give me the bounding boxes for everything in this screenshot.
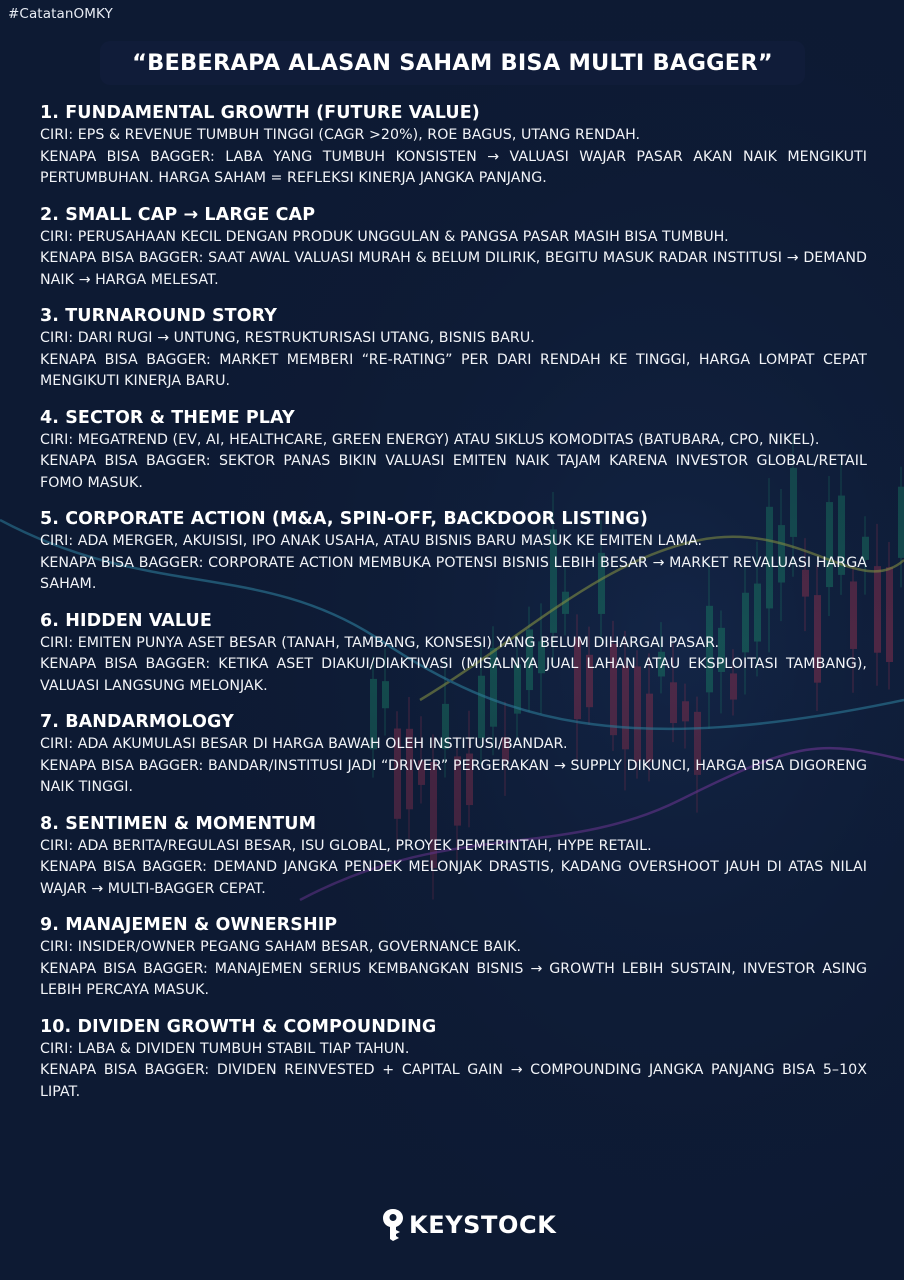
reason-kenapa: KENAPA BISA BAGGER: MARKET MEMBERI “RE-RATING” PER DARI RENDAH KE TINGGI, HARGA LOMPAT CEPAT MENGIKUTI KINERJA BARU.: [40, 351, 867, 389]
title-banner: [100, 41, 805, 85]
reason-heading: 7. BANDARMOLOGY: [40, 712, 234, 732]
hashtag-label: #CatatanOMKY: [8, 6, 113, 22]
reason-kenapa: KENAPA BISA BAGGER: DEMAND JANGKA PENDEK MELONJAK DRASTIS, KADANG OVERSHOOT JAUH DI ATAS NILAI WAJAR → MULTI-BAGGER CEPAT.: [40, 859, 867, 897]
reason-item: [40, 508, 867, 596]
reason-ciri: CIRI: INSIDER/OWNER PEGANG SAHAM BESAR, GOVERNANCE BAIK.: [40, 939, 522, 955]
keystock-logo: [381, 1208, 556, 1242]
reason-item: [40, 102, 867, 190]
reason-ciri: CIRI: ADA AKUMULASI BESAR DI HARGA BAWAH OLEH INSTITUSI/BANDAR.: [40, 736, 568, 752]
reason-item: [40, 407, 867, 495]
reason-kenapa: KENAPA BISA BAGGER: DIVIDEN REINVESTED + CAPITAL GAIN → COMPOUNDING JANGKA PANJANG BISA 5–10X LIPAT.: [40, 1062, 867, 1100]
reason-ciri: CIRI: EPS & REVENUE TUMBUH TINGGI (CAGR >20%), ROE BAGUS, UTANG RENDAH.: [40, 127, 641, 143]
reason-item: [40, 204, 867, 292]
reason-heading: 4. SECTOR & THEME PLAY: [40, 407, 295, 428]
reason-ciri: CIRI: LABA & DIVIDEN TUMBUH STABIL TIAP TAHUN.: [40, 1040, 410, 1057]
reason-ciri: CIRI: DARI RUGI → UNTUNG, RESTRUKTURISASI UTANG, BISNIS BARU.: [40, 330, 535, 346]
reason-item: [40, 711, 867, 799]
reason-heading: 5. CORPORATE ACTION (M&A, SPIN-OFF, BACKDOOR LISTING): [40, 509, 648, 529]
reason-kenapa: KENAPA BISA BAGGER: MANAJEMEN SERIUS KEMBANGKAN BISNIS → GROWTH LEBIH SUSTAIN, INVESTOR ASING LEBIH PERCAYA MASUK.: [40, 960, 867, 998]
reason-item: [40, 813, 867, 901]
reason-item: [40, 305, 867, 393]
reason-ciri: CIRI: ADA MERGER, AKUISISI, IPO ANAK USAHA, ATAU BISNIS BARU MASUK KE EMITEN LAMA.: [40, 533, 703, 549]
reason-heading: 2. SMALL CAP → LARGE CAP: [40, 204, 316, 225]
reason-kenapa: KENAPA BISA BAGGER: KETIKA ASET DIAKUI/DIAKTIVASI (MISALNYA JUAL LAHAN ATAU EKSPLOITASI TAMBANG), VALUASI LANGSUNG MELONJAK.: [40, 656, 867, 694]
key-icon: [381, 1209, 405, 1241]
reason-kenapa: KENAPA BISA BAGGER: LABA YANG TUMBUH KONSISTEN → VALUASI WAJAR PASAR AKAN NAIK MENGIKUTI PERTUMBUHAN. HARGA SAHAM = REFLEKSI KINERJA JANGKA PANJANG.: [40, 148, 867, 186]
page-title: “BEBERAPA ALASAN SAHAM BISA MULTI BAGGER”: [132, 50, 773, 76]
reason-item: [40, 610, 867, 698]
reason-heading: 10. DIVIDEN GROWTH & COMPOUNDING: [40, 1016, 437, 1037]
reason-item: [40, 914, 867, 1002]
reason-heading: 3. TURNAROUND STORY: [40, 306, 278, 326]
reason-heading: 1. FUNDAMENTAL GROWTH (FUTURE VALUE): [40, 103, 480, 123]
reasons-list: [40, 102, 867, 1117]
reason-kenapa: KENAPA BISA BAGGER: CORPORATE ACTION MEMBUKA POTENSI BISNIS LEBIH BESAR → MARKET REVALUASI HARGA SAHAM.: [40, 554, 867, 592]
reason-heading: 8. SENTIMEN & MOMENTUM: [40, 813, 317, 834]
reason-heading: 6. HIDDEN VALUE: [40, 610, 212, 631]
reason-kenapa: KENAPA BISA BAGGER: BANDAR/INSTITUSI JADI “DRIVER” PERGERAKAN → SUPPLY DIKUNCI, HARGA BISA DIGORENG NAIK TINGGI.: [40, 757, 867, 795]
reason-kenapa: KENAPA BISA BAGGER: SAAT AWAL VALUASI MURAH & BELUM DILIRIK, BEGITU MASUK RADAR INSTITUSI → DEMAND NAIK → HARGA MELESAT.: [40, 250, 867, 288]
reason-ciri: CIRI: PERUSAHAAN KECIL DENGAN PRODUK UNGGULAN & PANGSA PASAR MASIH BISA TUMBUH.: [40, 228, 729, 245]
reason-ciri: CIRI: EMITEN PUNYA ASET BESAR (TANAH, TAMBANG, KONSESI) YANG BELUM DIHARGAI PASAR.: [40, 634, 720, 651]
reason-kenapa: KENAPA BISA BAGGER: SEKTOR PANAS BIKIN VALUASI EMITEN NAIK TAJAM KARENA INVESTOR GLOBAL/RETAIL FOMO MASUK.: [40, 453, 867, 491]
reason-heading: 9. MANAJEMEN & OWNERSHIP: [40, 915, 338, 935]
logo-text: KEYSTOCK: [409, 1211, 557, 1239]
reason-item: [40, 1016, 867, 1104]
reason-ciri: CIRI: ADA BERITA/REGULASI BESAR, ISU GLOBAL, PROYEK PEMERINTAH, HYPE RETAIL.: [40, 837, 652, 854]
reason-ciri: CIRI: MEGATREND (EV, AI, HEALTHCARE, GREEN ENERGY) ATAU SIKLUS KOMODITAS (BATUBARA, CPO, NIKEL).: [40, 431, 820, 448]
